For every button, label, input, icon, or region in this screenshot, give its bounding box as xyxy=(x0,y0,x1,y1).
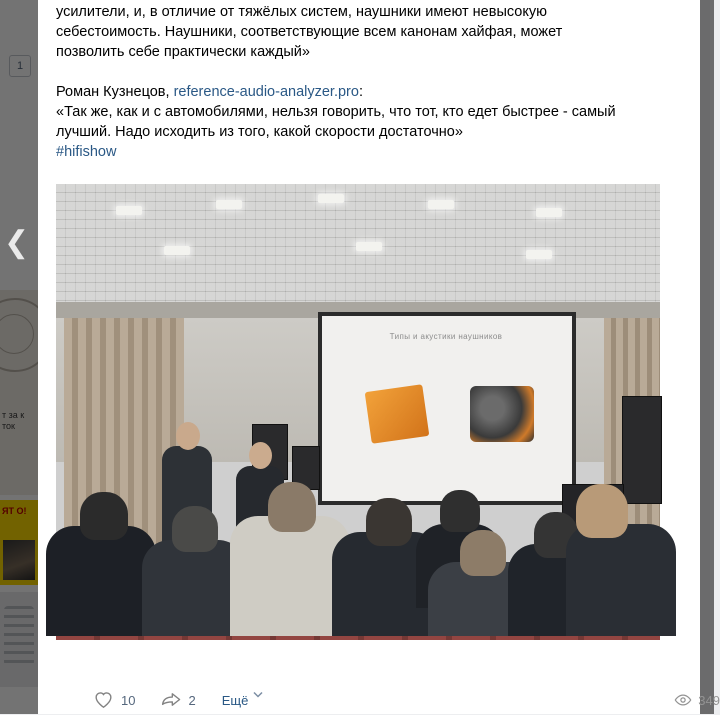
more-button[interactable] xyxy=(222,691,266,709)
ceiling-light xyxy=(216,200,242,209)
post-line-1: усилители, и, в отличие от тяжёлых систем, наушники имеют невысокую xyxy=(56,4,547,20)
heart-icon xyxy=(94,691,114,709)
view-count: 349 xyxy=(698,692,720,708)
ceiling-light xyxy=(116,206,142,215)
ceiling-light xyxy=(428,200,454,209)
audience-head xyxy=(366,498,412,546)
view-counter xyxy=(674,693,720,708)
post-line-3: позволить себе практически каждый» xyxy=(56,44,310,60)
ceiling-light xyxy=(356,242,382,251)
post-body xyxy=(56,0,682,162)
post-hashtag-line xyxy=(56,142,682,162)
ceiling-light xyxy=(526,250,552,259)
presenter-head xyxy=(176,422,200,450)
quote-source-link[interactable]: reference-audio-analyzer.pro xyxy=(173,84,359,100)
post-photo[interactable] xyxy=(56,184,660,636)
ceiling-light xyxy=(318,194,344,203)
post-card xyxy=(38,0,720,714)
chevron-left-icon[interactable]: ❮ xyxy=(4,226,30,259)
audience-head xyxy=(268,482,316,532)
ceiling-light xyxy=(536,208,562,217)
paragraph-spacer xyxy=(56,62,682,82)
photo-canvas xyxy=(56,184,660,636)
share-count: 2 xyxy=(188,692,196,708)
quote-link-suffix: : xyxy=(358,84,363,100)
post-actions-bar xyxy=(94,685,720,715)
slide-image-right xyxy=(470,386,534,442)
quote-author: Роман Кузнецов, xyxy=(56,84,170,100)
audience xyxy=(56,456,660,636)
more-label: Ещё xyxy=(221,692,249,708)
audience-head xyxy=(80,492,128,540)
share-button[interactable] xyxy=(161,691,195,709)
quote-line-1: «Так же, как и с автомобилями, нельзя говорить, что тот, кто едет быстрее - самый xyxy=(56,104,616,120)
audience-torso xyxy=(566,524,676,636)
modal-overlay-left[interactable] xyxy=(0,0,38,714)
audience-torso xyxy=(46,526,156,636)
audience-head xyxy=(172,506,218,552)
audience-head xyxy=(576,484,628,538)
quote-attribution xyxy=(56,82,682,102)
modal-overlay-right[interactable] xyxy=(700,0,714,714)
ceiling-light xyxy=(164,246,190,255)
slide-title: Типы и акустики наушников xyxy=(389,332,503,341)
audience-head xyxy=(460,530,506,576)
hashtag-link[interactable]: #hifishow xyxy=(56,144,117,160)
share-arrow-icon xyxy=(161,691,181,709)
eye-icon xyxy=(674,694,692,706)
like-count: 10 xyxy=(121,692,136,708)
audience-head xyxy=(440,490,480,532)
like-button[interactable] xyxy=(94,691,135,709)
post-line-2: себестоимость. Наушники, соответствующие всем канонам хайфая, может xyxy=(56,24,563,40)
slide-image-left xyxy=(365,384,430,444)
chevron-down-icon xyxy=(253,691,265,709)
quote-line-2: лучший. Надо исходить из того, какой скорости достаточно» xyxy=(56,124,463,140)
